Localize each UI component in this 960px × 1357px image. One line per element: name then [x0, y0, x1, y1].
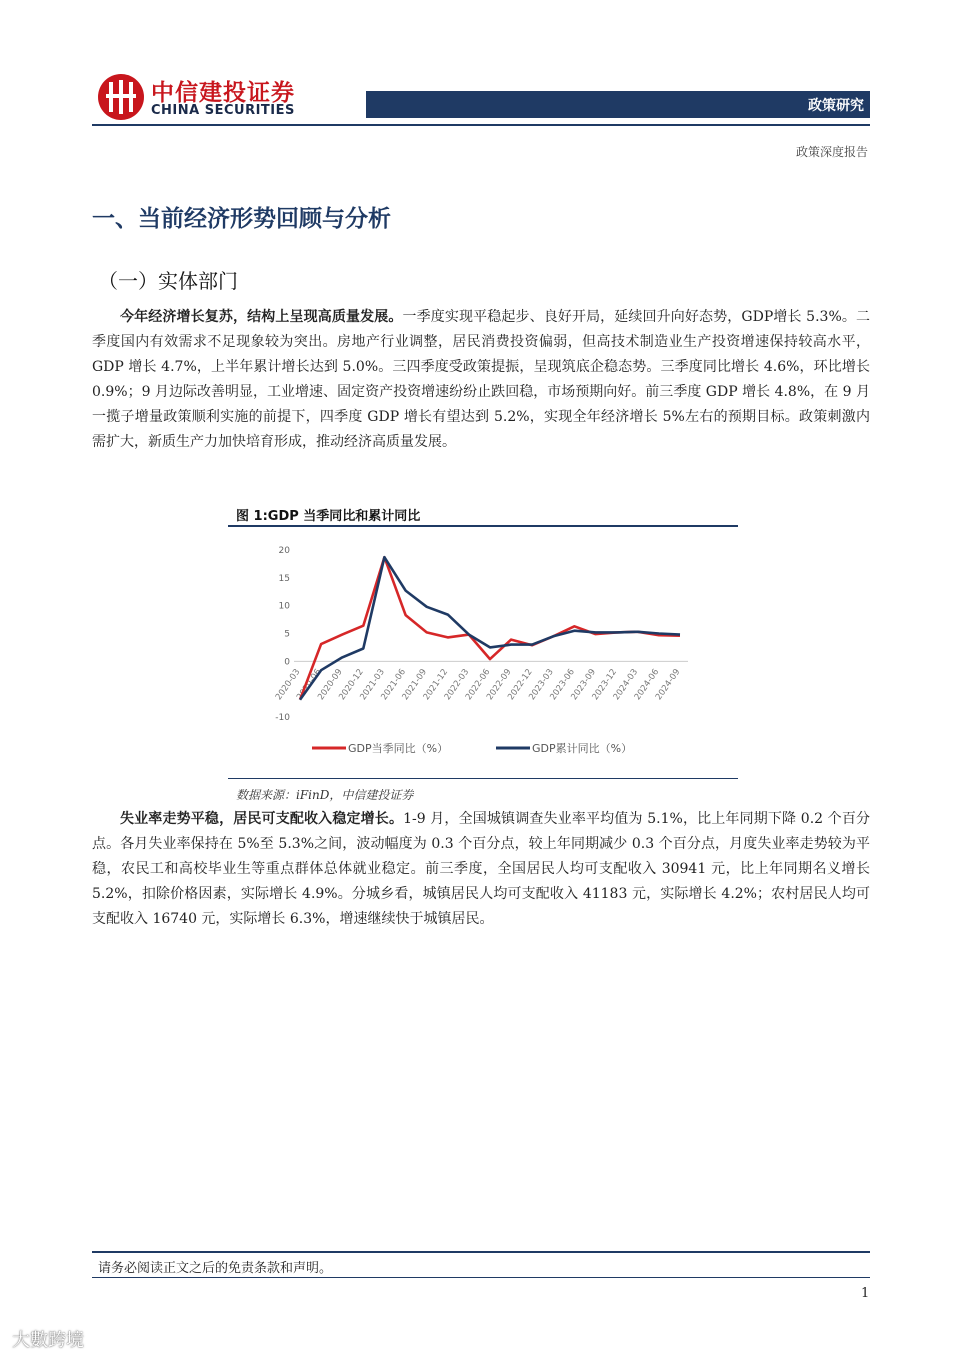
disclaimer: 请务必阅读正文之后的免责条款和声明。 [98, 1261, 333, 1276]
report-type: 政策深度报告 [795, 145, 868, 159]
x-tick-label: 2022-03 [442, 667, 472, 703]
x-tick-label: 2024-06 [632, 667, 662, 703]
x-tick-label: 2020-12 [337, 667, 366, 703]
paragraph-lead: 今年经济增长复苏，结构上呈现高质量发展。 [120, 309, 403, 325]
y-tick-label: 10 [278, 601, 290, 612]
legend-label: GDP当季同比（%） [348, 742, 449, 755]
gdp-line-chart [228, 532, 738, 772]
figure-top-rule [228, 525, 738, 527]
x-tick-label: 2021-03 [358, 667, 387, 703]
x-tick-label: 2021-06 [379, 667, 409, 703]
y-tick-label: 20 [278, 546, 290, 556]
x-tick-label: 2022-12 [506, 667, 535, 703]
paragraph-body: 一季度实现平稳起步、良好开局，延续回升向好态势，GDP增长 5.3%。二季度国内有效需求不足现象较为突出。房地产行业调整，居民消费投资偏弱，但高技术制造业生产投资增速保持较高水平，GDP 增长 4.7%，上半年累计增长达到 5.0%。三四季度受政策提振，呈现筑底企稳态势。三季度同比增长 4.6%，环比增长 0.9%；9 月边际改善明显，工业增速、固定资产投资增速纷纷止跌回稳，市场预期向好。前三季度 GDP 增长 4.8%，在 9 月一揽子增量政策顺利实施的前提下，四季度 GDP 增长有望达到 5.2%，实现全年经济增长 5%左右的预期目标。政策刺激内需扩大，新质生产力加快培育形成，推动经济高质量发展。 [92, 309, 870, 450]
footer-divider [92, 1251, 870, 1253]
figure-source: 数据来源：iFinD，中信建投证券 [236, 788, 414, 802]
x-tick-label: 2024-03 [611, 667, 641, 703]
paragraph-economy [92, 305, 870, 455]
company-name-cn: 中信建投证券 [151, 80, 295, 106]
x-tick-label: 2023-12 [590, 667, 620, 703]
figure-bottom-rule [228, 778, 738, 779]
x-tick-label: 2023-06 [548, 667, 577, 703]
x-tick-label: 2022-09 [485, 667, 514, 703]
section-label: 政策研究 [808, 98, 864, 114]
watermark: 大數跨境 [12, 1330, 84, 1351]
paragraph-body: 1-9 月，全国城镇调查失业率平均值为 5.1%，比上年同期下降 0.2 个百分点。各月失业率保持在 5%至 5.3%之间，波动幅度为 0.3 个百分点，较上年同期减少 0.3 个百分点，月度失业率走势较为平稳，农民工和高校毕业生等重点群体总体就业稳定。前三季度，全国居民人均可支配收入 30941 元，比上年同期名义增长 5.2%，扣除价格因素，实际增长 4.9%。分城乡看，城镇居民人均可支配收入 41183 元，实际增长 4.2%；农村居民人均可支配收入 16740 元，实际增长 6.3%，增速继续快于城镇居民。 [92, 811, 870, 927]
figure-title: 图 1:GDP 当季同比和累计同比 [236, 509, 421, 524]
y-tick-label: 15 [278, 573, 290, 584]
x-tick-label: 2020-09 [316, 667, 345, 703]
x-tick-label: 2021-09 [400, 667, 430, 703]
company-logo-mark [98, 74, 144, 120]
x-tick-label: 2023-09 [569, 667, 599, 703]
x-tick-label: 2020-06 [295, 667, 324, 703]
x-tick-label: 2024-09 [653, 667, 683, 703]
footer-divider-bottom [92, 1277, 870, 1278]
x-tick-label: 2021-12 [421, 667, 451, 703]
paragraph-employment [92, 807, 870, 932]
legend-label: GDP累计同比（%） [532, 742, 633, 755]
company-name-en: CHINA SECURITIES [151, 103, 295, 118]
y-tick-label: -10 [275, 713, 290, 723]
header-bar [366, 91, 870, 118]
x-tick-label: 2020-03 [273, 667, 303, 703]
logo-emblem-icon [98, 74, 144, 120]
paragraph-lead: 失业率走势平稳，居民可支配收入稳定增长。 [120, 811, 404, 827]
page-number: 1 [861, 1286, 870, 1301]
x-tick-label: 2023-03 [527, 667, 556, 703]
y-tick-label: 0 [284, 657, 290, 668]
x-tick-label: 2022-06 [463, 667, 493, 703]
header-divider [92, 124, 870, 126]
y-tick-label: 5 [284, 629, 290, 640]
section-heading: 一、当前经济形势回顾与分析 [92, 206, 391, 232]
subsection-heading: （一）实体部门 [98, 269, 238, 293]
